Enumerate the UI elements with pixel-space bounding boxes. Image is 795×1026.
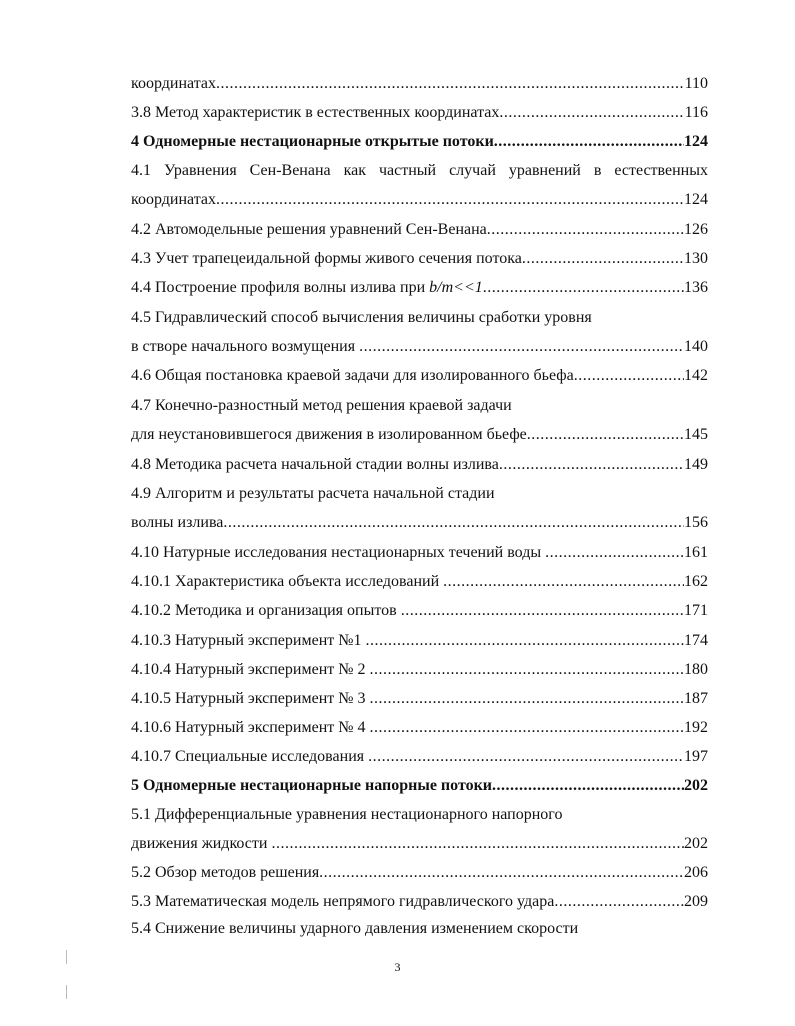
toc-entry xyxy=(131,890,708,914)
dot-leader xyxy=(483,276,684,300)
toc-entry-page: 124 xyxy=(684,133,708,150)
toc-entry-title: волны излива xyxy=(131,514,224,531)
toc-entry xyxy=(131,247,708,271)
toc-entry-continuation xyxy=(131,832,708,856)
dot-leader xyxy=(574,364,684,388)
toc-entry xyxy=(131,917,708,941)
dot-leader xyxy=(554,890,684,914)
toc-entry-title: 4.2 Автомодельные решения уравнений Сен-Венана xyxy=(131,221,487,238)
dot-leader xyxy=(216,188,684,212)
toc-chapter-heading xyxy=(131,130,708,154)
toc-entry xyxy=(131,159,708,183)
toc-entry-continuation xyxy=(131,188,708,212)
toc-entry-page: 180 xyxy=(684,661,708,678)
toc-entry-page: 202 xyxy=(684,777,708,794)
toc-entry-page: 149 xyxy=(684,456,708,473)
toc-entry xyxy=(131,687,708,711)
toc-entry-title: для неустановившегося движения в изолированном бьефе xyxy=(131,426,527,443)
toc-entry-page: 142 xyxy=(684,367,708,384)
dot-leader xyxy=(499,101,684,125)
toc-entry-title: 4.10.3 Натурный эксперимент №1 xyxy=(131,632,366,649)
toc-entry-page: 161 xyxy=(684,544,708,561)
toc-entry-title: 4.10 Натурные исследования нестационарных течений воды xyxy=(131,544,546,561)
dot-leader xyxy=(492,774,684,798)
toc-entry xyxy=(131,861,708,885)
toc-entry-title: 4.9 Алгоритм и результаты расчета начальной стадии xyxy=(131,485,495,502)
toc-entry xyxy=(131,482,708,506)
toc-entry-page: 126 xyxy=(684,221,708,238)
toc-entry-title: движения жидкости xyxy=(131,835,272,852)
dot-leader xyxy=(487,218,684,242)
toc-entry-page: 116 xyxy=(684,104,708,121)
dot-leader xyxy=(443,570,684,594)
toc-entry xyxy=(131,716,708,740)
toc-chapter-heading xyxy=(131,774,708,798)
dot-leader xyxy=(368,745,684,769)
toc-word: в xyxy=(593,162,602,179)
toc-entry-title: координатах xyxy=(131,75,216,92)
dot-leader xyxy=(522,247,684,271)
toc-entry-title: 4.5 Гидравлический способ вычисления величины сработки уровня xyxy=(131,309,592,326)
dot-leader xyxy=(223,511,684,535)
toc-entry-page: 209 xyxy=(684,893,708,910)
dot-leader xyxy=(366,629,684,653)
toc-entry-continuation xyxy=(131,423,708,447)
toc-entry-page: 202 xyxy=(684,835,708,852)
toc-entry xyxy=(131,72,708,96)
toc-entry-page: 145 xyxy=(684,426,708,443)
toc-entry-title: 5.1 Дифференциальные уравнения нестационарного напорного xyxy=(131,806,563,823)
dot-leader xyxy=(370,658,684,682)
toc-entry-title: 4.10.1 Характеристика объекта исследований xyxy=(131,573,444,590)
dot-leader xyxy=(370,716,684,740)
toc-entry xyxy=(131,394,708,418)
toc-entry xyxy=(131,306,708,330)
dot-leader xyxy=(499,453,684,477)
toc-entry-page: 162 xyxy=(684,573,708,590)
toc-entry-title: 4.10.6 Натурный эксперимент № 4 xyxy=(131,719,370,736)
toc-entry-title: 4.7 Конечно-разностный метод решения краевой задачи xyxy=(131,397,512,414)
toc-entry-title: 3.8 Метод характеристик в естественных координатах xyxy=(131,104,500,121)
toc-entry xyxy=(131,745,708,769)
toc-entry-title: 5.2 Обзор методов решения xyxy=(131,864,320,881)
toc-word: Уравнения xyxy=(163,162,237,179)
toc-entry-title: 4.6 Общая постановка краевой задачи для изолированного бьефа xyxy=(131,367,574,384)
dot-leader xyxy=(319,861,684,885)
dot-leader xyxy=(370,687,684,711)
toc-entry xyxy=(131,276,708,300)
toc-entry xyxy=(131,364,708,388)
toc-entry-title: в створе начального возмущения xyxy=(131,338,360,355)
toc-entry-page: 124 xyxy=(684,191,708,208)
toc-entry-title: 4 Одномерные нестационарные открытые потоки xyxy=(131,133,494,150)
toc-entry-page: 130 xyxy=(684,250,708,267)
toc-entry-page: 110 xyxy=(684,75,708,92)
toc-entry-title: 5 Одномерные нестационарные напорные потоки xyxy=(131,777,493,794)
toc-entry-page: 187 xyxy=(684,690,708,707)
toc-entry-title: 4.8 Методика расчета начальной стадии волны излива xyxy=(131,456,499,473)
toc-entry-page: 171 xyxy=(684,602,708,619)
toc-entry xyxy=(131,658,708,682)
toc-entry-title: 5.4 Снижение величины ударного давления изменением скорости xyxy=(131,920,579,937)
toc-entry-title: координатах xyxy=(131,191,216,208)
toc-entry-title: 4.3 Учет трапецеидальной формы живого сечения потока xyxy=(131,250,522,267)
toc-entry-title: 4.10.5 Натурный эксперимент № 3 xyxy=(131,690,370,707)
dot-leader xyxy=(359,335,684,359)
toc-entry-title xyxy=(131,276,483,300)
toc-entry-title xyxy=(131,159,708,183)
toc-entry-page: 206 xyxy=(684,864,708,881)
dot-leader xyxy=(527,423,684,447)
toc-entry-page: 174 xyxy=(684,632,708,649)
toc-word: 4.1 xyxy=(131,162,151,179)
toc-word: уравнений xyxy=(508,162,581,179)
dot-leader xyxy=(494,130,684,154)
toc-word: как xyxy=(343,162,367,179)
toc-entry-title: 4.10.4 Натурный эксперимент № 2 xyxy=(131,661,370,678)
toc-entry xyxy=(131,453,708,477)
toc-entry-page: 192 xyxy=(684,719,708,736)
toc-word: случай xyxy=(449,162,496,179)
toc-entry-title: 4.10.2 Методика и организация опытов xyxy=(131,602,401,619)
dot-leader xyxy=(271,832,684,856)
toc-entry-formula: b/m<<1 xyxy=(429,279,483,296)
toc-entry xyxy=(131,803,708,827)
toc-entry xyxy=(131,629,708,653)
toc-entry xyxy=(131,570,708,594)
toc-entry-continuation xyxy=(131,335,708,359)
toc-entry-continuation xyxy=(131,511,708,535)
dot-leader xyxy=(545,541,684,565)
toc-entry-title-text: 4.4 Построение профиля волны излива при xyxy=(131,279,430,296)
toc-entry-title: 4.10.7 Специальные исследования xyxy=(131,748,369,765)
toc-entry-title: 5.3 Математическая модель непрямого гидравлического удара xyxy=(131,893,555,910)
toc-entry-page: 140 xyxy=(684,338,708,355)
dot-leader xyxy=(401,599,684,623)
toc-entry-page: 136 xyxy=(684,279,708,296)
toc-word: естественных xyxy=(614,162,708,179)
toc-entry-page: 156 xyxy=(684,514,708,531)
toc-word: Сен-Венана xyxy=(249,162,331,179)
toc-entry xyxy=(131,218,708,242)
toc-entry xyxy=(131,599,708,623)
toc-entry xyxy=(131,101,708,125)
toc-entry-page: 197 xyxy=(684,748,708,765)
dot-leader xyxy=(216,72,685,96)
page-number: 3 xyxy=(394,960,401,974)
toc-word: частный xyxy=(378,162,437,179)
scan-mark xyxy=(66,985,67,999)
toc-entry xyxy=(131,541,708,565)
